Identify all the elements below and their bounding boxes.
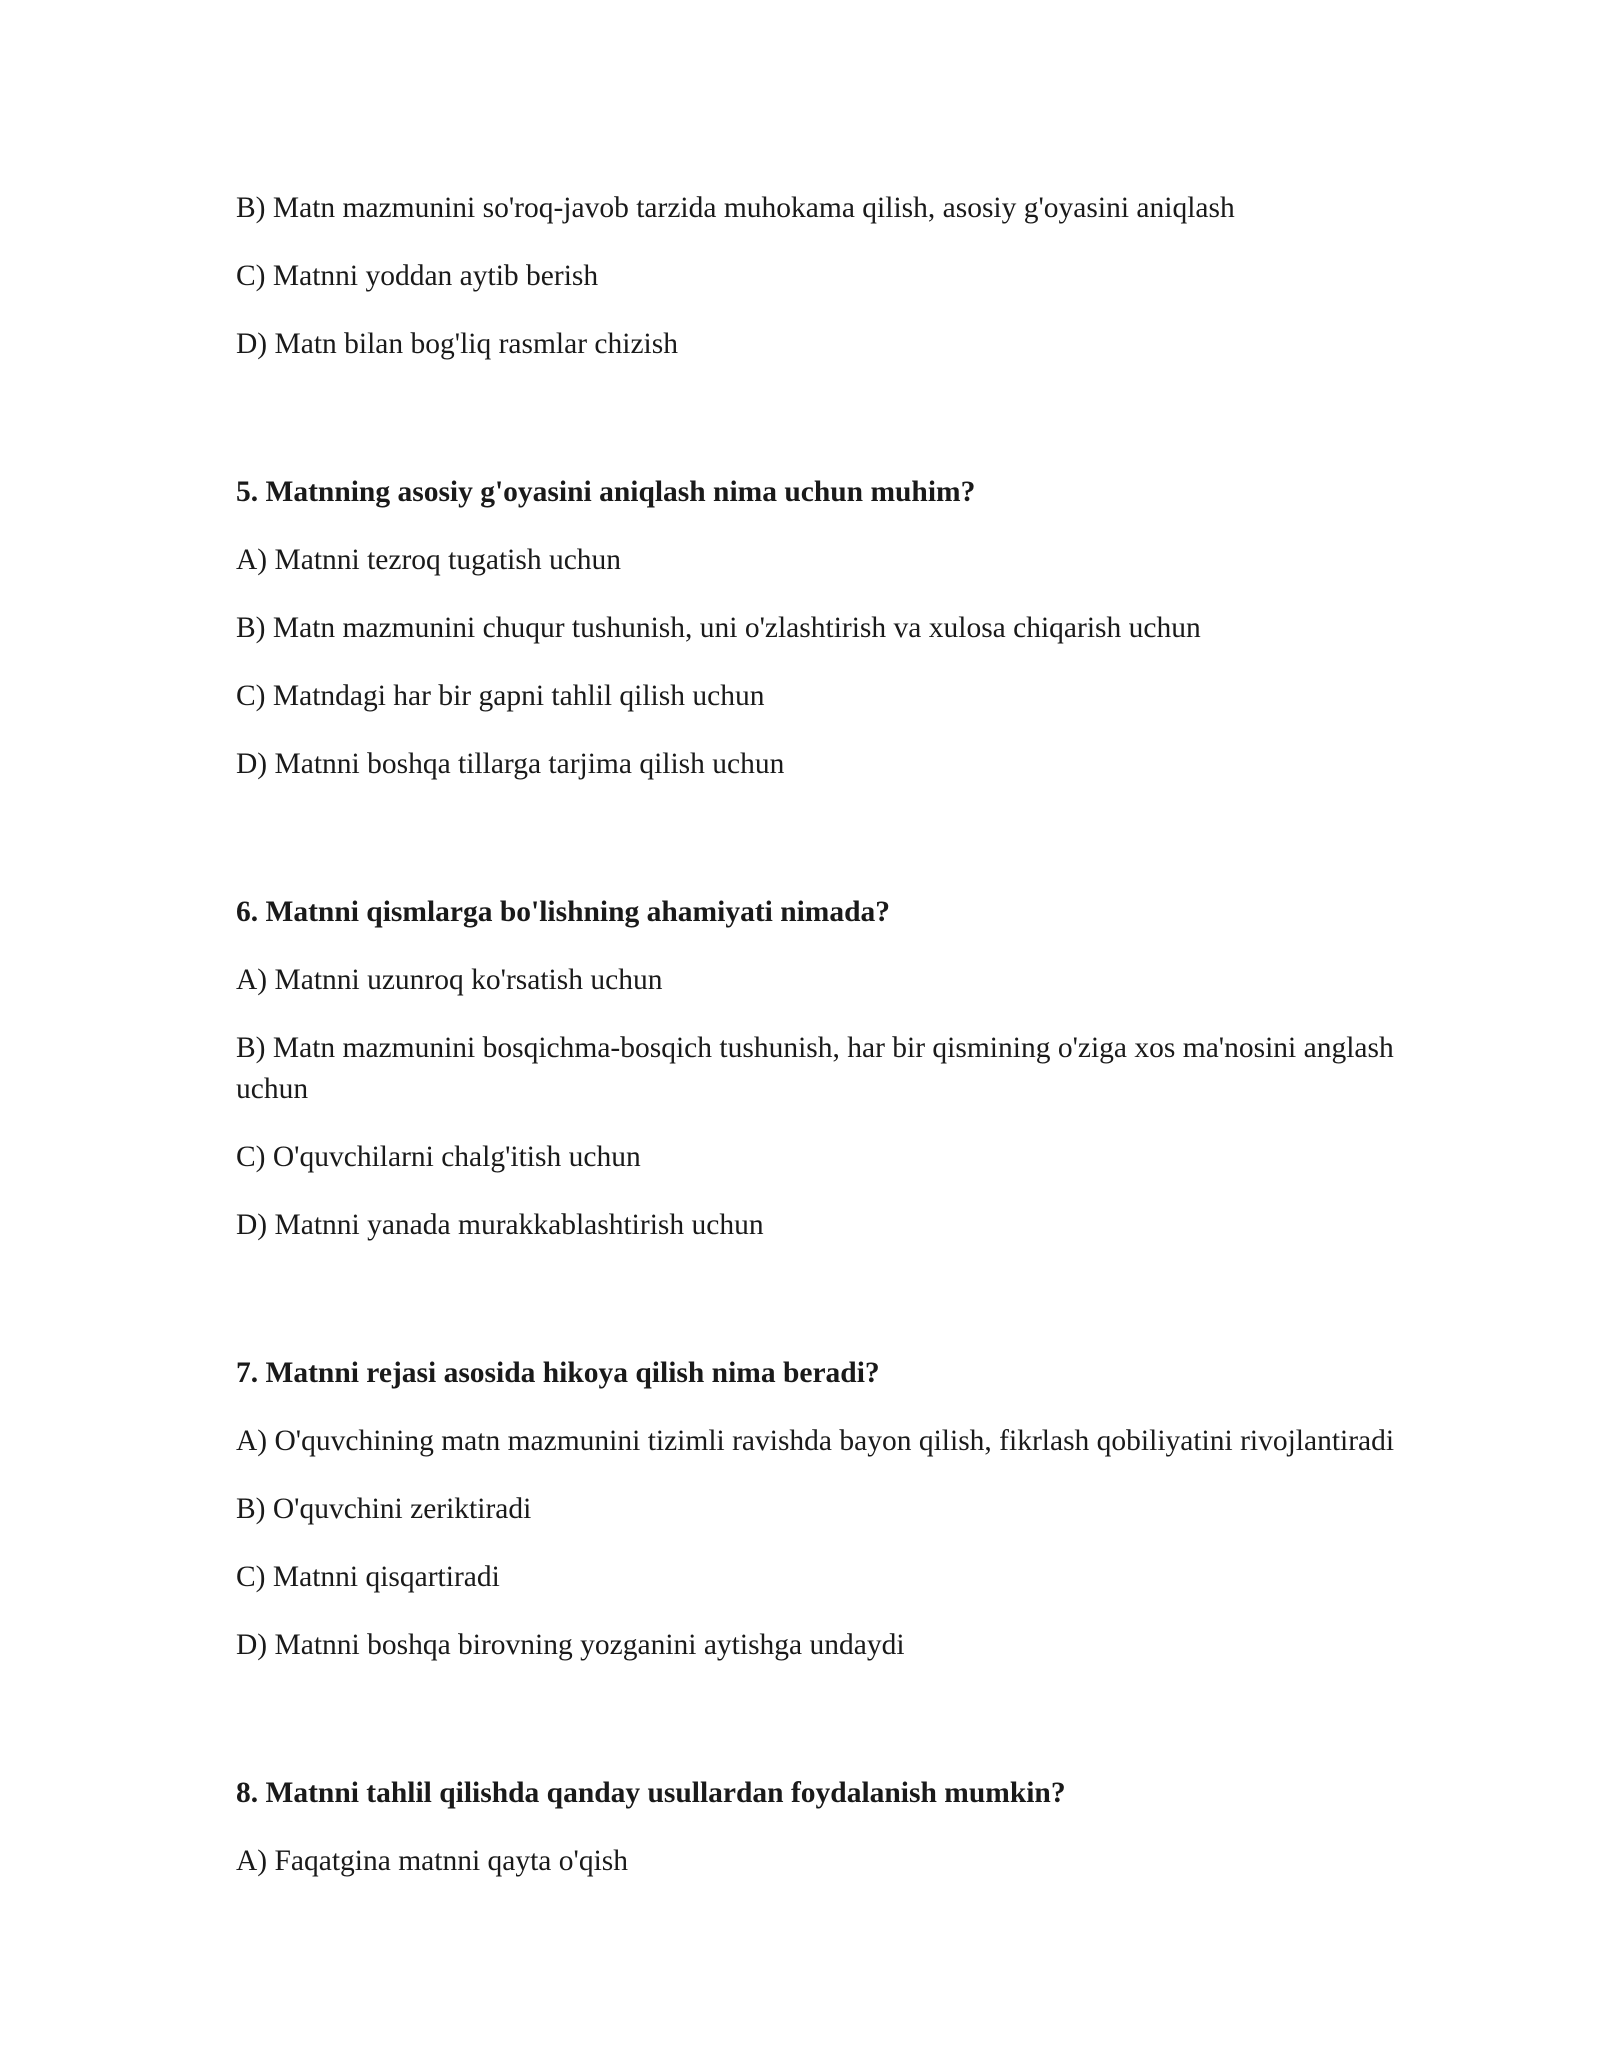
question-block-8 (236, 1773, 1396, 1882)
option-text: B) O'quvchini zeriktiradi (236, 1493, 532, 1525)
option-text: B) Matn mazmunini so'roq-javob tarzida muhokama qilish, asosiy g'oyasini aniqlash (236, 192, 1235, 224)
option-text: C) Matnni yoddan aytib berish (236, 260, 599, 292)
option-text: A) Faqatgina matnni qayta o'qish (236, 1845, 629, 1877)
question-title: 8. Matnni tahlil qilishda qanday usullardan foydalanish mumkin? (236, 1777, 1066, 1809)
option-text: C) O'quvchilarni chalg'itish uchun (236, 1141, 641, 1173)
option-text: A) Matnni uzunroq ko'rsatish uchun (236, 964, 663, 996)
option-text: D) Matnni boshqa tillarga tarjima qilish uchun (236, 748, 785, 780)
option-text: A) O'quvchining matn mazmunini tizimli ravishda bayon qilish, fikrlash qobiliyatini rivojlantiradi (236, 1425, 1395, 1457)
question-title: 5. Matnning asosiy g'oyasini aniqlash nima uchun muhim? (236, 476, 976, 508)
option-text: A) Matnni tezroq tugatish uchun (236, 544, 622, 576)
option-text: B) Matn mazmunini chuqur tushunish, uni o'zlashtirish va xulosa chiqarish uchun (236, 612, 1201, 644)
question-block-6 (236, 892, 1396, 1246)
option-text: B) Matn mazmunini bosqichma-bosqich tushunish, har bir qismining o'ziga xos ma'nosini anglash uchun (236, 1032, 1394, 1105)
question-title: 6. Matnni qismlarga bo'lishning ahamiyati nimada? (236, 896, 891, 928)
option-text: D) Matn bilan bog'liq rasmlar chizish (236, 328, 678, 360)
option-text: C) Matnni qisqartiradi (236, 1561, 500, 1593)
question-title: 7. Matnni rejasi asosida hikoya qilish nima beradi? (236, 1357, 880, 1389)
option-text: D) Matnni boshqa birovning yozganini aytishga undaydi (236, 1629, 905, 1661)
continued-options (236, 188, 1396, 365)
document-page (236, 188, 1396, 1882)
option-text: D) Matnni yanada murakkablashtirish uchun (236, 1209, 764, 1241)
question-block-7 (236, 1353, 1396, 1666)
option-text: C) Matndagi har bir gapni tahlil qilish uchun (236, 680, 765, 712)
question-block-5 (236, 472, 1396, 785)
